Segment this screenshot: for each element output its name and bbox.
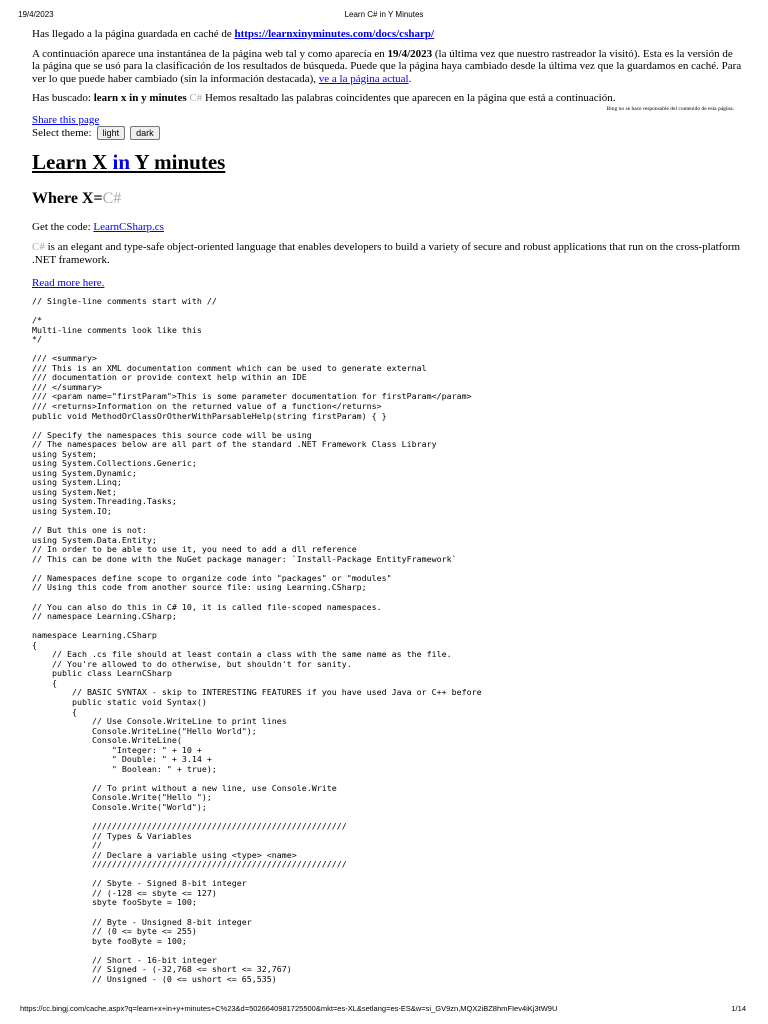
current-page-link[interactable]: ve a la página actual xyxy=(318,72,409,85)
print-footer xyxy=(16,1004,752,1018)
search-notice xyxy=(32,92,742,105)
code-block: // Single-line comments start with // /* Multi-line comments look like this */ /// <summary> /// This is an XML documentation comment which can be used to generate external /// documentation or provide context help within an IDE /// </summary> /// <param name="firstParam">This is some parameter documentation for firstParam</param> /// <returns>Information on the returned value of a function</returns> public void MethodOrClassOrOtherWithParsableHelp(string firstParam) { } // Specify the namespaces this source code will be using // The namespaces below are all part of the standard .NET Framework Class Library using System; using System.Collections.Generic; using System.Dynamic; using System.Linq; using System.Net; using System.Threading.Tasks; using System.IO; // But this one is not: using System.Data.Entity; // In order to be able to use it, you need to add a dll reference // This can be done with the NuGet package manager: `Install-Package EntityFramework` // Namespaces define scope to organize code into "packages" or "modules" // Using this code from another source file: using Learning.CSharp; // You can also do this in C# 10, it is called file-scoped namespaces. // namespace Learning.CSharp; namespace Learning.CSharp { // Each .cs file should at least contain a class with the same name as the file. // You're allowed to do otherwise, but shouldn't for sanity. public class LearnCSharp { // BASIC SYNTAX - skip to INTERESTING FEATURES if you have used Java or C++ before public static void Syntax() { // Use Console.WriteLine to print lines Console.WriteLine("Hello World"); Console.WriteLine( "Integer: " + 10 + " Double: " + 3.14 + " Boolean: " + true); // To print without a new line, use Console.Write Console.Write("Hello "); Console.Write("World"); /////////////////////////////////////////////////// // Types & Variables // // Declare a variable using <type> <name> /////////////////////////////////////////////////// // Sbyte - Signed 8-bit integer // (-128 <= sbyte <= 127) sbyte fooSbyte = 100; // Byte - Unsigned 8-bit integer // (0 <= byte <= 255) byte fooByte = 100; // Short - 16-bit integer // Signed - (-32,768 <= short <= 32,767) // Unsigned - (0 <= ushort <= 65,535) xyxy=(32,296,482,984)
cache-notice-line1 xyxy=(32,28,742,41)
get-code-label: Get the code: xyxy=(32,221,94,233)
share-row xyxy=(32,114,99,127)
theme-label: Select theme: xyxy=(32,127,92,139)
language-description xyxy=(32,241,742,266)
description-csharp: C# xyxy=(32,241,45,253)
search-notice-text: Hemos resaltado las palabras coincidentes que aparecen en la página que está a continuación. xyxy=(202,92,616,104)
description-text: is an elegant and type-safe object-oriented language that enables developers to build a variety of secure and robust applications that run on the cross-platform .NET framework. xyxy=(32,241,741,266)
print-header xyxy=(16,6,752,20)
print-title: Learn C# in Y Minutes xyxy=(344,10,424,19)
cache-notice-text: (la última vez que nuestro rastreador la visitó). Esta es la versión de la página que se usó para la clasificación de los resultados de búsqueda. Puede que la página haya cambiado desde la última vez que la guardamos en caché. Para ver lo que puede haber cambiado (sin la información destacada), xyxy=(32,47,742,85)
theme-selector xyxy=(32,126,160,140)
language-heading xyxy=(32,190,121,208)
title-in: in xyxy=(112,150,131,174)
search-label: Has buscado: xyxy=(32,92,94,104)
cache-date: 19/4/2023 xyxy=(387,47,433,60)
dark-theme-button[interactable]: dark xyxy=(130,126,160,140)
heading-language: C# xyxy=(102,190,122,207)
page-title-link[interactable] xyxy=(32,150,225,174)
light-theme-button[interactable]: light xyxy=(97,126,126,140)
print-url: https://cc.bingj.com/cache.aspx?q=learn+x+in+y+minutes+C%23&d=5026640981725500&mkt=es-XL&setlang=es-ES&w=si_GV9zn,MQX2iBZ8hmFIev4iKj3tW9U xyxy=(20,1004,558,1013)
cached-url-link[interactable]: https://learnxinyminutes.com/docs/csharp/ xyxy=(234,28,435,40)
search-term-csharp: C# xyxy=(189,92,203,104)
cache-notice-text: Has llegado a la página guardada en caché de xyxy=(32,28,235,40)
get-code-row xyxy=(32,221,164,233)
cache-notice-line2 xyxy=(32,48,742,86)
title-learn-x: Learn X xyxy=(32,150,108,174)
print-date: 19/4/2023 xyxy=(18,10,54,19)
title-y-minutes: Y minutes xyxy=(134,150,226,174)
read-more-link[interactable]: Read more here. xyxy=(32,277,105,289)
get-code-link[interactable]: LearnCSharp.cs xyxy=(93,221,164,233)
heading-prefix: Where X= xyxy=(32,190,103,207)
search-terms: learn x in y minutes xyxy=(93,92,187,104)
read-more-row xyxy=(32,277,104,289)
cache-notice xyxy=(32,28,742,112)
bing-disclaimer: Bing no se hace responsable del contenido de esta página. xyxy=(606,106,734,112)
share-page-link[interactable]: Share this page xyxy=(32,114,100,126)
page-title xyxy=(32,150,225,175)
cache-notice-text: A continuación aparece una instantánea de la página web tal y como aparecía en xyxy=(32,47,388,60)
cache-notice-text: . xyxy=(408,72,412,85)
print-page-number: 1/14 xyxy=(731,1004,746,1013)
